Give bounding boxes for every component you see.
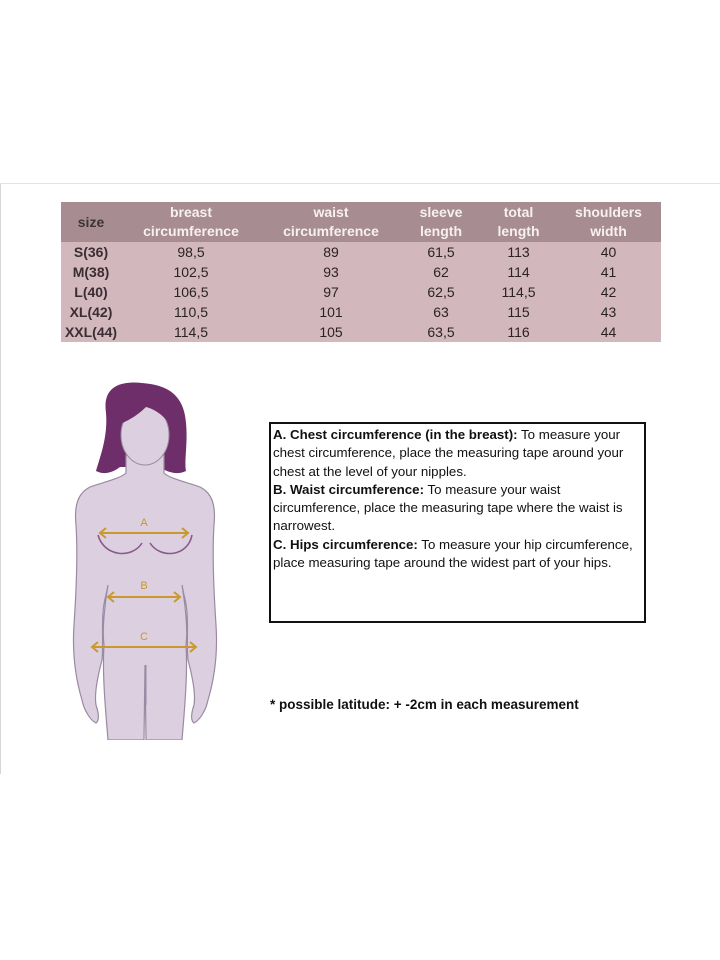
table-cell: 89: [323, 243, 339, 260]
table-cell: 98,5: [177, 243, 205, 260]
table-cell: 93: [323, 263, 339, 280]
table-row: [61, 282, 661, 302]
body-measurement-figure: [60, 375, 230, 740]
table-cell: 43: [600, 303, 617, 320]
instruction-hips-title: C. Hips circumference:: [273, 536, 418, 552]
instruction-hips-text: To measure your hip circumference, place measuring tape around the widest part of your hips.: [273, 536, 633, 571]
table-cell: 63: [433, 303, 449, 320]
size-chart-header: [61, 202, 661, 242]
header-breast: breast circumference: [121, 202, 261, 242]
sheet-edge: [0, 183, 720, 184]
size-cell: XL(42): [69, 303, 113, 320]
size-cell: S(36): [73, 243, 109, 260]
header-shoulders: shoulders width: [556, 202, 661, 242]
instruction-waist-title: B. Waist circumference:: [273, 481, 424, 497]
header-size: size: [61, 202, 121, 242]
table-cell: 114: [507, 263, 530, 280]
table-cell: 97: [323, 283, 339, 300]
table-cell: 41: [600, 263, 617, 280]
table-cell: 115: [507, 303, 530, 320]
instruction-chest-text: To measure your chest circumference, place the measuring tape around your chest at the level of your nipples.: [273, 427, 624, 479]
table-cell: 61,5: [427, 243, 455, 260]
table-cell: 110,5: [174, 303, 208, 320]
table-row: [61, 302, 661, 322]
table-cell: 44: [600, 323, 617, 340]
instruction-hips: [273, 536, 641, 573]
size-cell: L(40): [74, 283, 108, 300]
table-row: [61, 242, 661, 262]
label-b: B: [140, 580, 148, 592]
size-cell: M(38): [72, 263, 110, 280]
table-cell: 116: [507, 323, 530, 340]
table-cell: 62: [433, 263, 449, 280]
size-chart-table: [61, 202, 661, 342]
table-cell: 101: [319, 303, 343, 320]
instruction-waist-text: To measure your waist circumference, place the measuring tape where the waist is narrowest.: [273, 481, 623, 534]
table-cell: 114,5: [174, 323, 208, 340]
table-cell: 63,5: [427, 323, 455, 340]
table-cell: 40: [600, 243, 617, 260]
header-total: total length: [481, 202, 556, 242]
table-cell: 62,5: [427, 283, 455, 300]
table-cell: 106,5: [173, 283, 209, 300]
table-cell: 105: [319, 323, 343, 340]
table-row: [61, 322, 661, 342]
label-a: A: [140, 517, 148, 529]
header-sleeve: sleeve length: [401, 202, 481, 242]
sheet-left-edge: [0, 184, 1, 774]
instruction-waist: [273, 481, 641, 536]
label-c: C: [140, 631, 148, 643]
instruction-chest: [273, 426, 641, 481]
instruction-chest-title: A. Chest circumference (in the breast):: [273, 427, 518, 442]
latitude-note: * possible latitude: + -2cm in each measurement: [270, 697, 579, 712]
table-cell: 114,5: [501, 283, 536, 300]
table-cell: 42: [600, 283, 617, 300]
measurement-instructions: [269, 422, 646, 623]
table-cell: 102,5: [173, 263, 209, 280]
size-cell: XXL(44): [64, 323, 118, 340]
table-cell: 113: [507, 243, 530, 260]
header-waist: waist circumference: [261, 202, 401, 242]
table-row: [61, 262, 661, 282]
